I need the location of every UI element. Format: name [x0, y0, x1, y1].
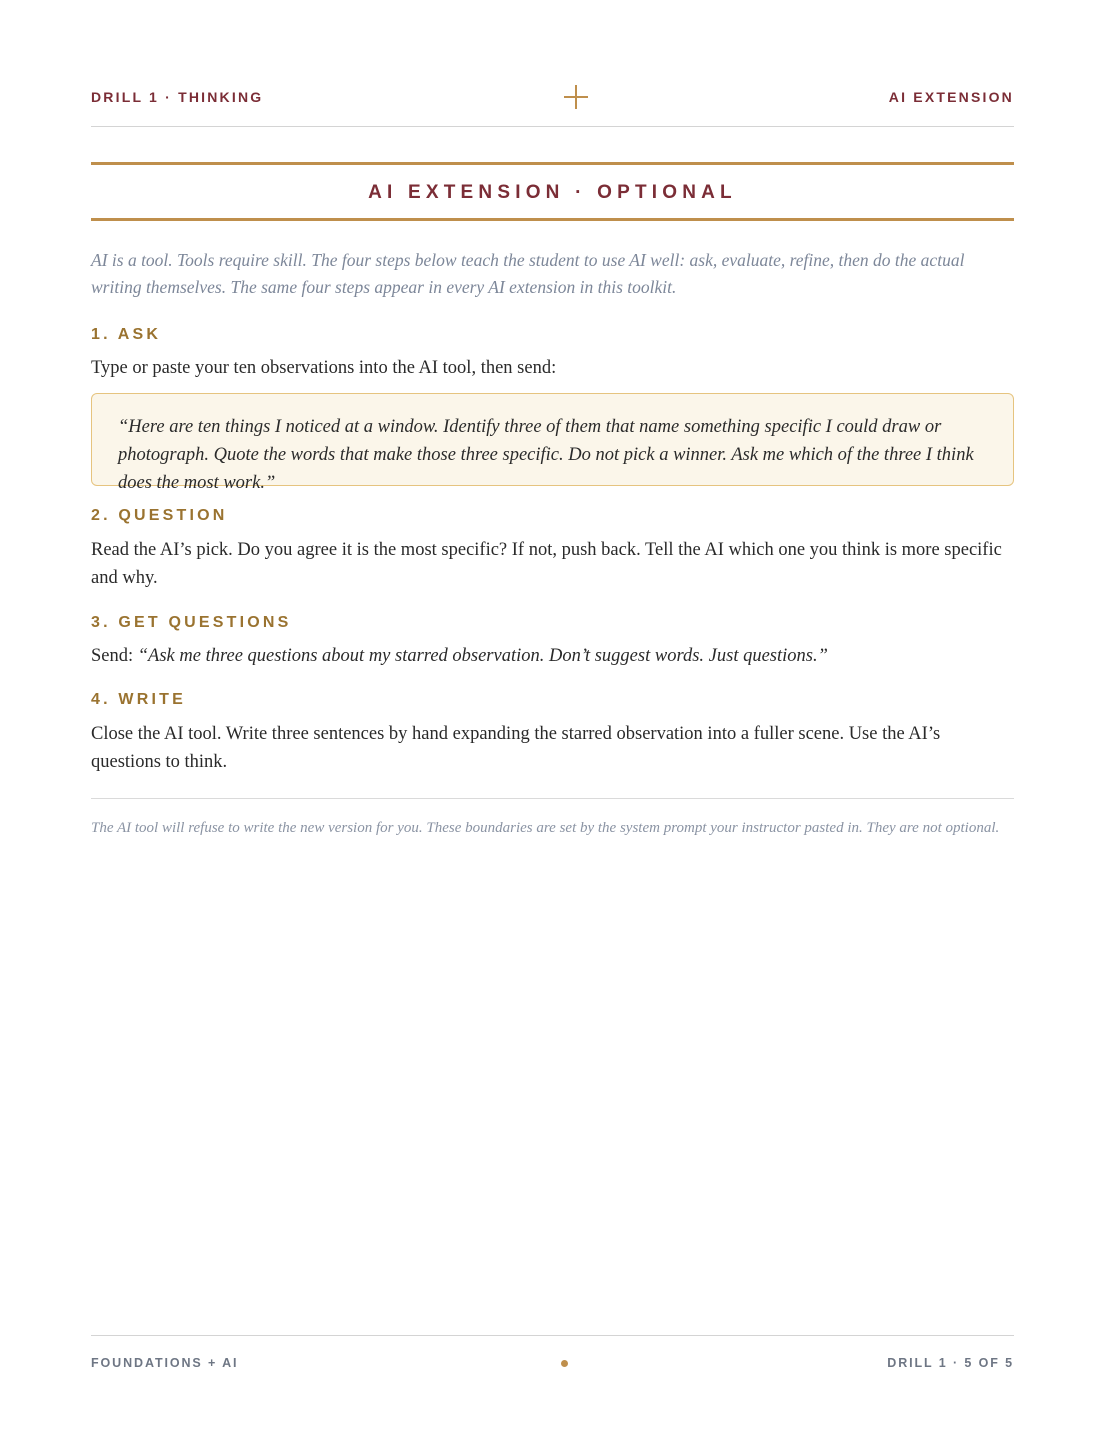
step-body-ask: Type or paste your ten observations into the AI tool, then send: — [91, 358, 557, 378]
step-heading-question: 2. QUESTION — [91, 507, 228, 524]
step-heading-ask: 1. ASK — [91, 326, 162, 343]
note-divider — [91, 798, 1014, 799]
section-banner — [91, 162, 1014, 221]
footer-divider — [91, 1335, 1014, 1336]
send-label: Send: — [91, 646, 138, 666]
footer-page-number: DRILL 1 · 5 OF 5 — [887, 1356, 1014, 1370]
page-header — [91, 80, 1014, 114]
header-section-label: DRILL 1 · THINKING — [91, 89, 264, 105]
header-divider — [91, 126, 1014, 127]
intro-paragraph: AI is a tool. Tools require skill. The four steps below teach the student to use AI well: ask, evaluate, refine, then do the actual writing themselves. The same four steps appear in every AI extension in this toolkit. — [91, 250, 965, 297]
footer-series-label: FOUNDATIONS + AI — [91, 1356, 239, 1370]
prompt-callout — [91, 393, 1014, 493]
send-quote: “Ask me three questions about my starred observation. Don’t suggest words. Just questions.” — [137, 646, 828, 666]
plus-cross-icon — [563, 84, 589, 110]
prompt-text: “Here are ten things I noticed at a window. Identify three of them that name something specific I could draw or photograph. Quote the words that make those three specific. Do not pick a winner. Ask me which of the three I think does the most work.” — [118, 417, 974, 493]
boundary-note: The AI tool will refuse to write the new version for you. These boundaries are set by the system prompt your instructor pasted in. They are not optional. — [91, 820, 1000, 836]
step-heading-write: 4. WRITE — [91, 691, 186, 708]
dot-icon — [561, 1360, 568, 1367]
banner-title: AI EXTENSION · OPTIONAL — [368, 182, 737, 203]
step-body-write: Close the AI tool. Write three sentences by hand expanding the starred observation into a fuller scene. Use the AI’s questions to think. — [91, 724, 941, 772]
document-page — [91, 0, 1014, 1430]
header-context-label: AI EXTENSION — [888, 89, 1014, 105]
step-body-question: Read the AI’s pick. Do you agree it is the most specific? If not, push back. Tell the AI which one you think is more specific and why. — [91, 540, 1002, 588]
step-body-get-questions — [91, 642, 1014, 670]
step-heading-get-questions: 3. GET QUESTIONS — [91, 614, 292, 631]
